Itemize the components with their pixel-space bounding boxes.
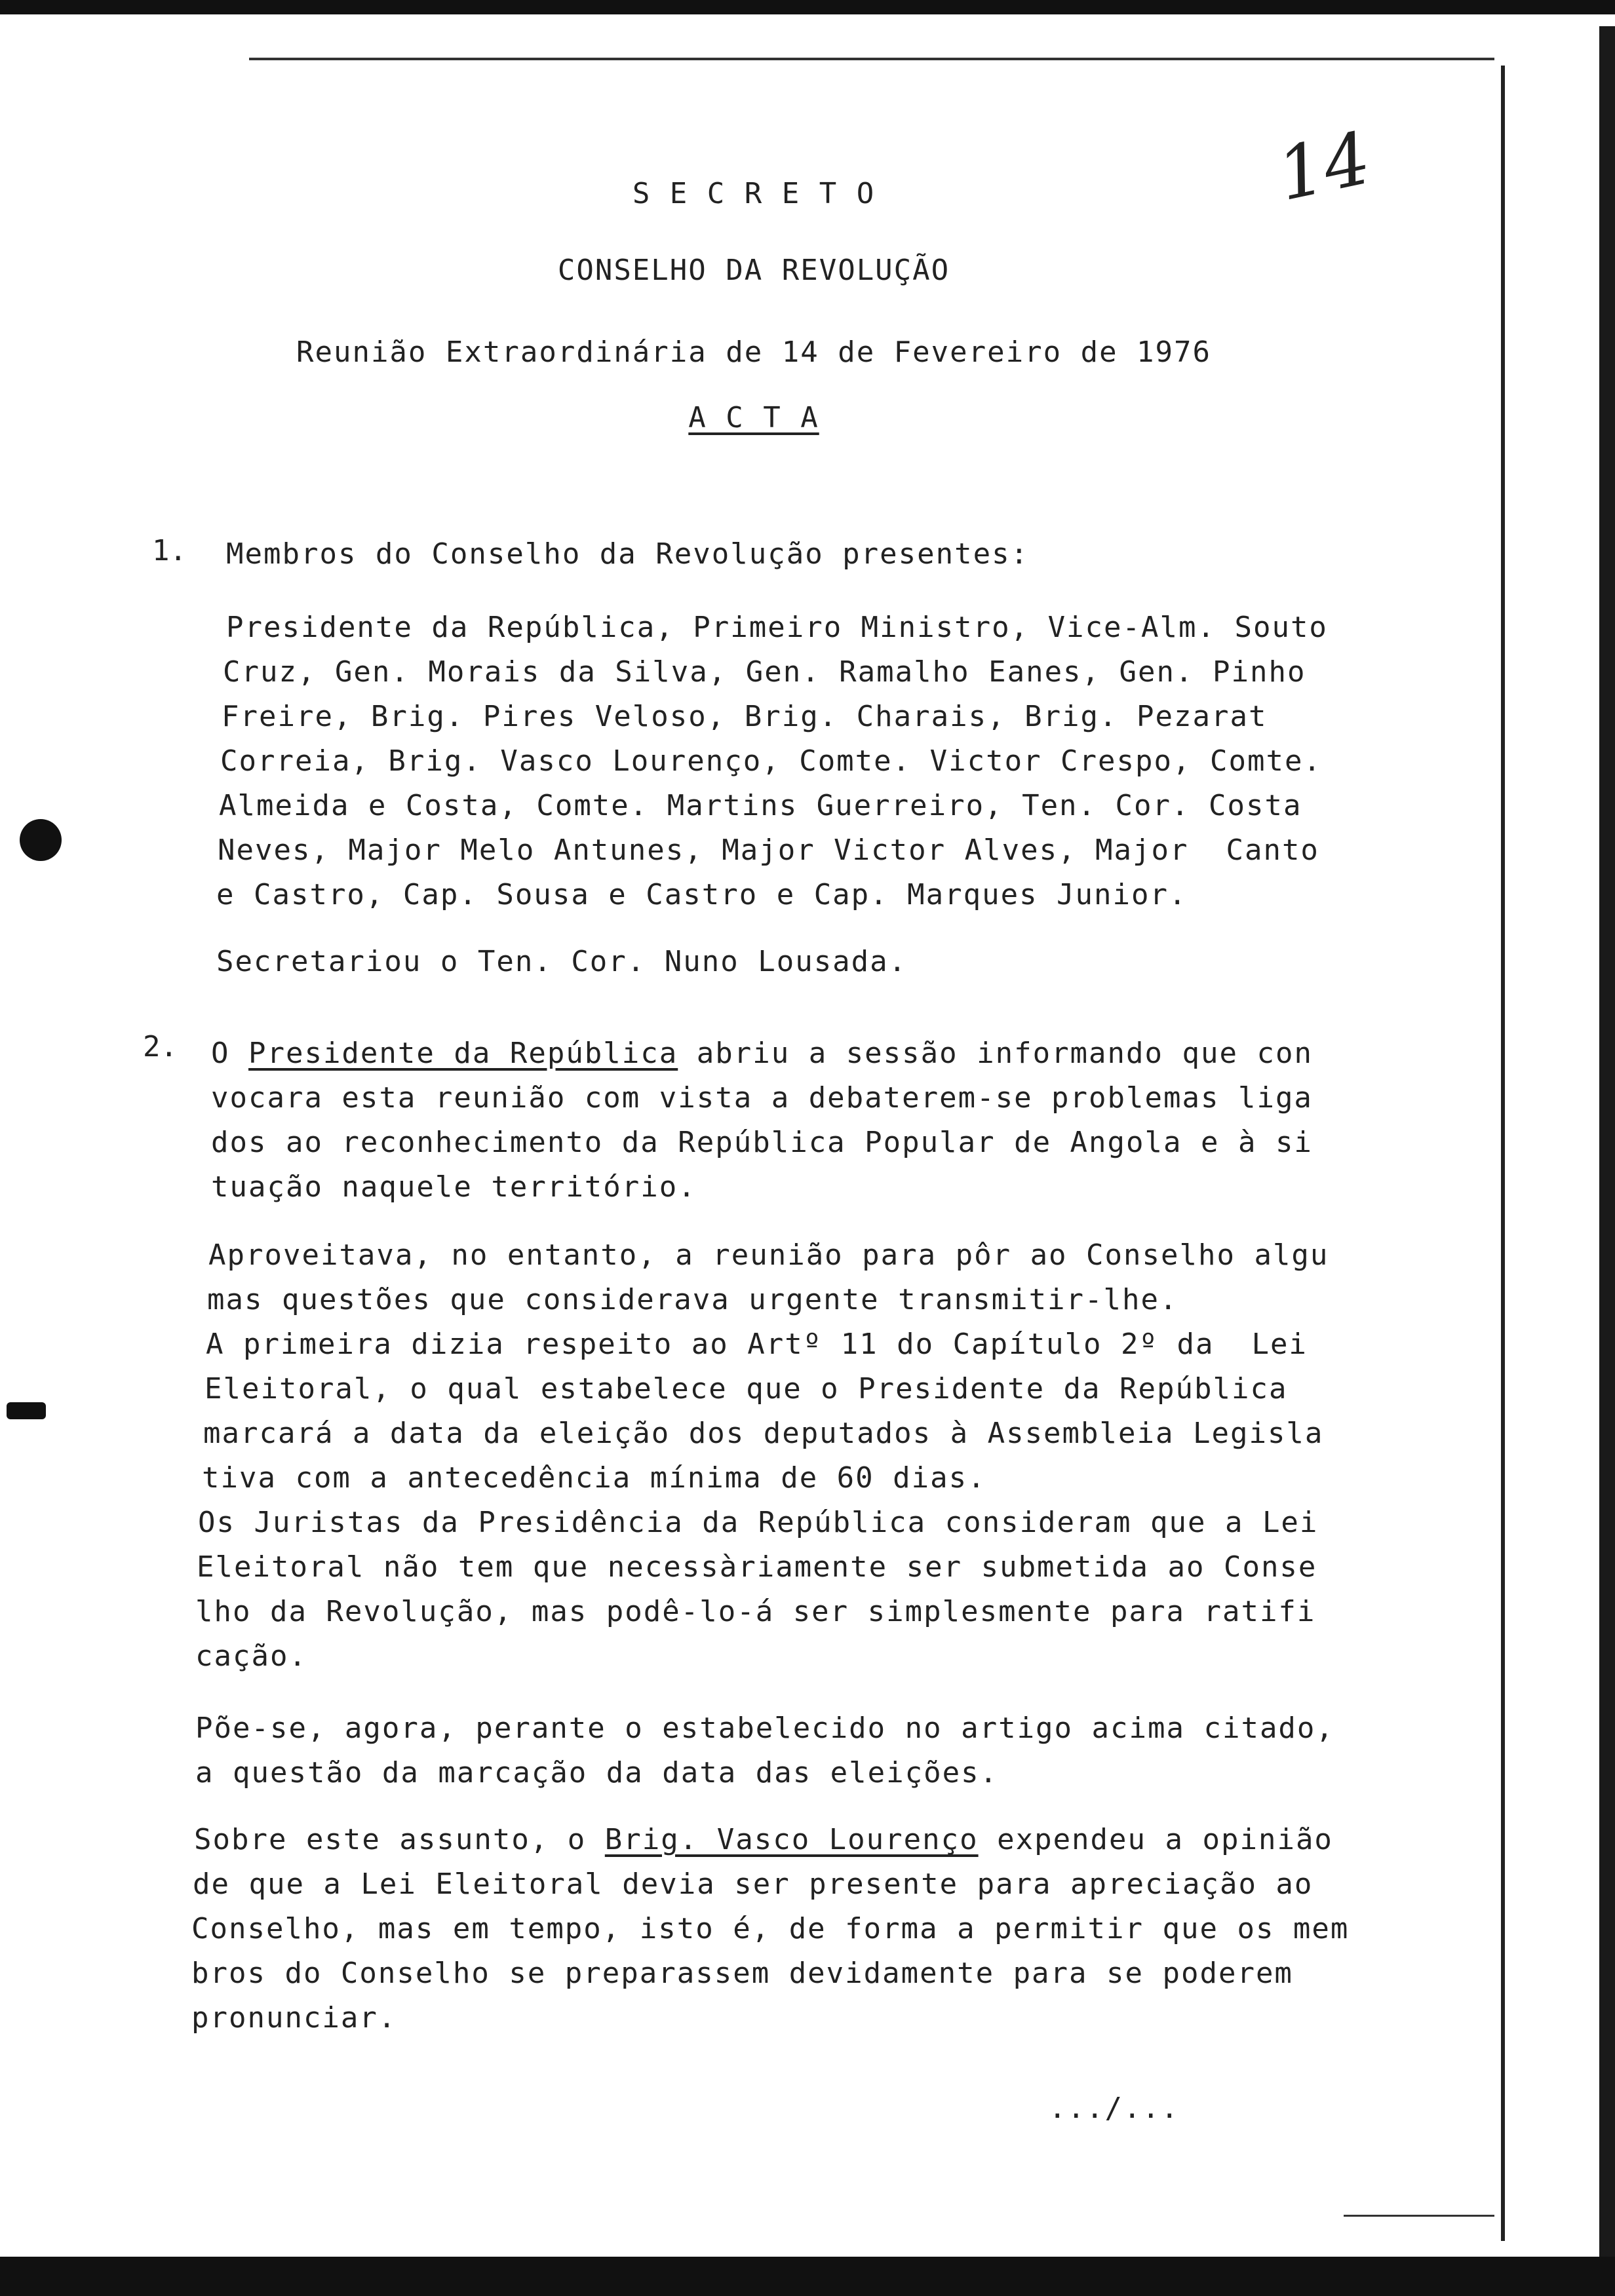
paragraph-line: vocara esta reunião com vista a debaterem-se problemas liga bbox=[211, 1081, 1313, 1115]
paragraph-line: pronunciar. bbox=[191, 2001, 397, 2035]
members-line: Almeida e Costa, Comte. Martins Guerreiro, Ten. Cor. Costa bbox=[219, 789, 1302, 822]
paragraph-line: de que a Lei Eleitoral devia ser presente para apreciação ao bbox=[193, 1867, 1313, 1901]
punch-hole bbox=[20, 819, 62, 861]
members-line: Cruz, Gen. Morais da Silva, Gen. Ramalho Eanes, Gen. Pinho bbox=[223, 655, 1306, 689]
paragraph-line: A primeira dizia respeito ao Artº 11 do Capítulo 2º da Lei bbox=[206, 1328, 1308, 1361]
paragraph-line: Eleitoral não tem que necessàriamente ser submetida ao Conse bbox=[197, 1550, 1317, 1584]
document-type: A C T A bbox=[688, 401, 819, 434]
section-2-number: 2. bbox=[143, 1030, 178, 1063]
scan-bottom-rule bbox=[1344, 2215, 1494, 2217]
handwritten-page-mark: 14 bbox=[1270, 115, 1378, 218]
paragraph-line: bros do Conselho se preparassem devidamente para se poderem bbox=[191, 1957, 1293, 1990]
paragraph-line: Os Juristas da Presidência da República consideram que a Lei bbox=[198, 1506, 1319, 1539]
classification: S E C R E T O bbox=[632, 177, 876, 210]
paragraph-line: a questão da marcação da data das eleições. bbox=[195, 1756, 999, 1789]
section-2-first-line: O Presidente da República abriu a sessão informando que con bbox=[211, 1037, 1313, 1070]
members-line: e Castro, Cap. Sousa e Castro e Cap. Marques Junior. bbox=[216, 878, 1188, 911]
paragraph-line: cação. bbox=[195, 1639, 307, 1673]
members-line: Neves, Major Melo Antunes, Major Victor Alves, Major Canto bbox=[218, 833, 1319, 867]
paragraph-line: dos ao reconhecimento da República Popular de Angola e à si bbox=[211, 1126, 1313, 1159]
section-1-heading: Membros do Conselho da Revolução presentes: bbox=[226, 537, 1030, 571]
clip-mark bbox=[7, 1402, 46, 1419]
scan-top-border bbox=[0, 0, 1615, 14]
paragraph-line: tuação naquele território. bbox=[211, 1170, 697, 1204]
paragraph-line: Aproveitava, no entanto, a reunião para pôr ao Conselho algu bbox=[208, 1238, 1329, 1272]
scan-right-rule bbox=[1501, 66, 1505, 2241]
speaker-president: Presidente da República bbox=[248, 1037, 678, 1070]
members-line: Freire, Brig. Pires Veloso, Brig. Charais, Brig. Pezarat bbox=[222, 700, 1268, 733]
section-1-number: 1. bbox=[152, 534, 187, 567]
scan-right-border bbox=[1599, 26, 1615, 2257]
continuation-mark: .../... bbox=[1049, 2092, 1180, 2125]
members-line: Correia, Brig. Vasco Lourenço, Comte. Victor Crespo, Comte. bbox=[220, 744, 1322, 778]
paragraph-line: Eleitoral, o qual estabelece que o Presidente da República bbox=[204, 1372, 1288, 1406]
paragraph-line: marcará a data da eleição dos deputados à Assembleia Legisla bbox=[203, 1417, 1324, 1450]
paragraph-line: lho da Revolução, mas podê-lo-á ser simplesmente para ratifi bbox=[195, 1595, 1316, 1628]
meeting-title: Reunião Extraordinária de 14 de Fevereiro de 1976 bbox=[296, 335, 1212, 369]
scan-top-line bbox=[249, 58, 1494, 60]
paragraph-line: Conselho, mas em tempo, isto é, de forma a permitir que os mem bbox=[191, 1912, 1350, 1945]
scan-bottom-border bbox=[0, 2257, 1615, 2296]
secretary-line: Secretariou o Ten. Cor. Nuno Lousada. bbox=[216, 945, 908, 978]
paragraph-line: Põe-se, agora, perante o estabelecido no artigo acima citado, bbox=[195, 1712, 1334, 1745]
paragraph-line: tiva com a antecedência mínima de 60 dias. bbox=[202, 1461, 986, 1495]
members-line: Presidente da República, Primeiro Ministro, Vice-Alm. Souto bbox=[226, 611, 1328, 644]
paragraph-line: Sobre este assunto, o Brig. Vasco Lourenço expendeu a opinião bbox=[194, 1823, 1333, 1856]
paragraph-line: mas questões que considerava urgente transmitir-lhe. bbox=[207, 1283, 1178, 1316]
organization-title: CONSELHO DA REVOLUÇÃO bbox=[557, 254, 950, 287]
speaker-vasco-lourenco: Brig. Vasco Lourenço bbox=[604, 1823, 979, 1856]
